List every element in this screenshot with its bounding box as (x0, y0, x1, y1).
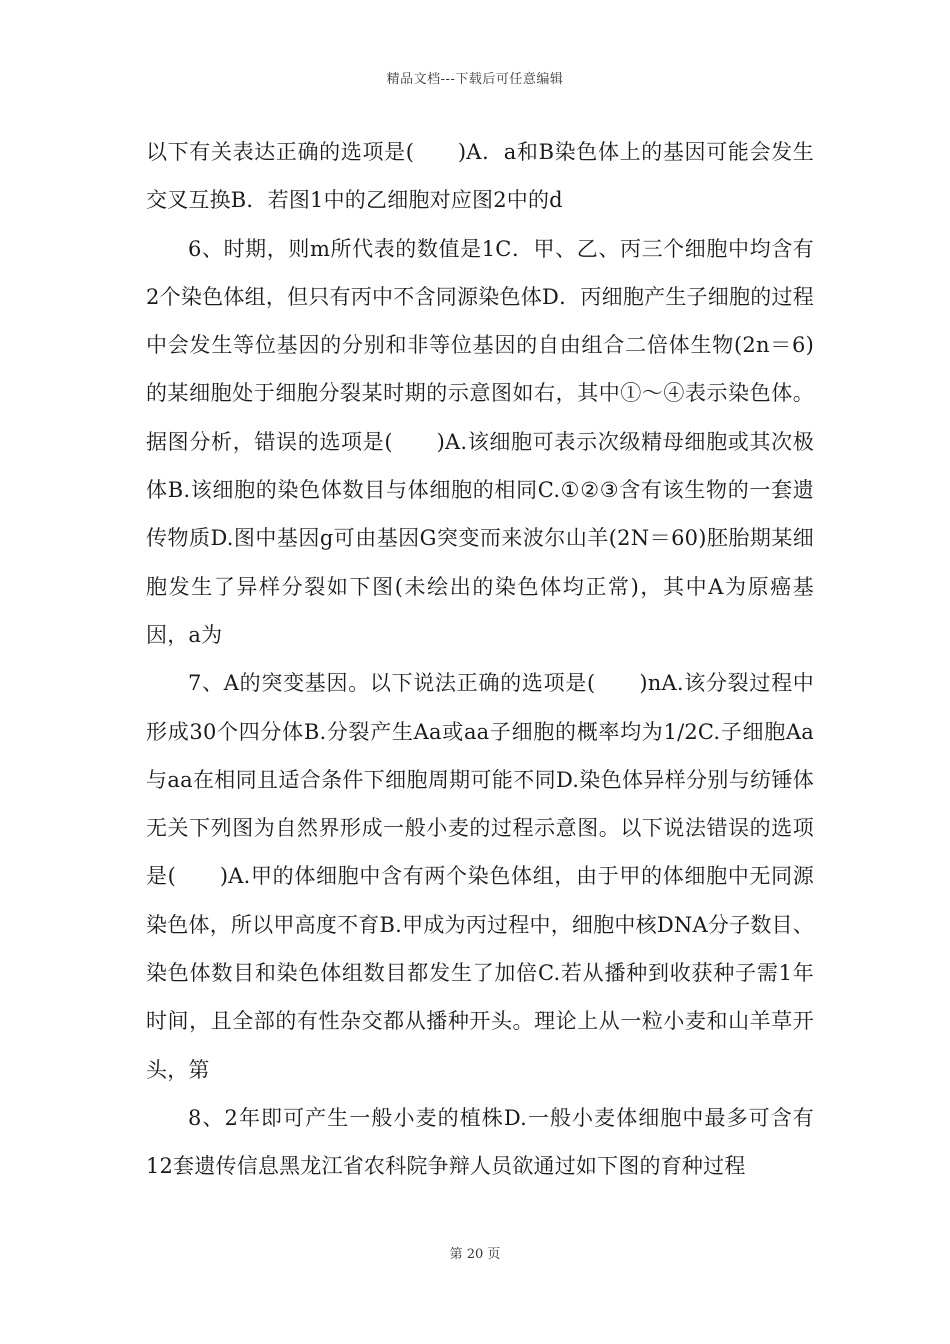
paragraph-1: 以下有关表达正确的选项是( )A．a和B染色体上的基因可能会发生交叉互换B．若图1中的乙细胞对应图2中的d (146, 140, 814, 213)
paragraph-3: 7、A的突变基因。以下说法正确的选项是( )nA.该分裂过程中形成30个四分体B.分裂产生Aa或aa子细胞的概率均为1/2C.子细胞Aa与aa在相同且适合条件下细胞周期可能不同D.染色体异样分别与纺锤体无关下列图为自然界形成一般小麦的过程示意图。以下说法错误的选项是( )A.甲的体细胞中含有两个染色体组，由于甲的体细胞中无同源染色体，所以甲高度不育B.甲成为丙过程中，细胞中核DNA分子数目、染色体数目和染色体组数目都发生了加倍C.若从播种到收获种子需1年时间，且全部的有性杂交都从播种开头。理论上从一粒小麦和山羊草开头，第 (146, 671, 814, 1082)
document-body (146, 128, 814, 1191)
page-number: 第 20 页 (449, 1247, 501, 1262)
page-header: 精品文档---下载后可任意编辑 (386, 72, 564, 87)
paragraph-2: 6、时期，则m所代表的数值是1C．甲、乙、丙三个细胞中均含有2个染色体组，但只有丙中不含同源染色体D．丙细胞产生子细胞的过程中会发生等位基因的分别和非等位基因的自由组合二倍体生物(2n＝6)的某细胞处于细胞分裂某时期的示意图如右，其中①～④表示染色体。据图分析，错误的选项是( )A.该细胞可表示次级精母细胞或其次极体B.该细胞的染色体数目与体细胞的相同C.①②③含有该生物的一套遗传物质D.图中基因g可由基因G突变而来波尔山羊(2N＝60)胚胎期某细胞发生了异样分裂如下图(未绘出的染色体均正常)，其中A为原癌基因，a为 (146, 236, 814, 647)
paragraph-4: 8、2年即可产生一般小麦的植株D.一般小麦体细胞中最多可含有12套遗传信息黑龙江省农科院争辩人员欲通过如下图的育种过程 (146, 1105, 814, 1179)
